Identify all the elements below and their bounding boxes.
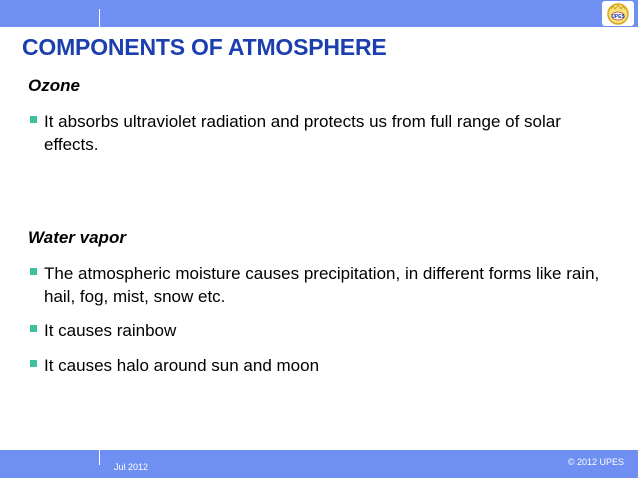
section-heading-water-vapor: Water vapor — [28, 228, 126, 247]
svg-text:UPES: UPES — [611, 14, 625, 20]
slide-title: COMPONENTS OF ATMOSPHERE — [22, 34, 387, 60]
bottom-bar — [0, 450, 638, 478]
bullet-square-icon — [30, 116, 37, 123]
bullet-text: It causes halo around sun and moon — [44, 356, 320, 375]
section-heading-ozone: Ozone — [28, 76, 80, 95]
bullet-water-vapor-2 — [30, 319, 610, 342]
bullet-text: The atmospheric moisture causes precipitation, in different forms like rain, hail, fog, mist, snow etc. — [44, 264, 600, 306]
bullet-ozone-1 — [30, 110, 610, 156]
footer-date: Jul 2012 — [114, 462, 149, 472]
top-divider — [99, 9, 100, 27]
bullet-square-icon — [30, 360, 37, 367]
bullet-text: It causes rainbow — [44, 321, 177, 340]
bullet-square-icon — [30, 325, 37, 332]
upes-logo-icon — [602, 1, 634, 26]
top-bar — [0, 0, 638, 27]
bullet-water-vapor-1 — [30, 262, 610, 308]
bullet-water-vapor-3 — [30, 354, 610, 377]
bottom-divider — [99, 450, 100, 465]
bullet-square-icon — [30, 268, 37, 275]
bullet-text: It absorbs ultraviolet radiation and protects us from full range of solar effects. — [44, 112, 561, 154]
footer-copyright: © 2012 UPES — [567, 457, 624, 467]
